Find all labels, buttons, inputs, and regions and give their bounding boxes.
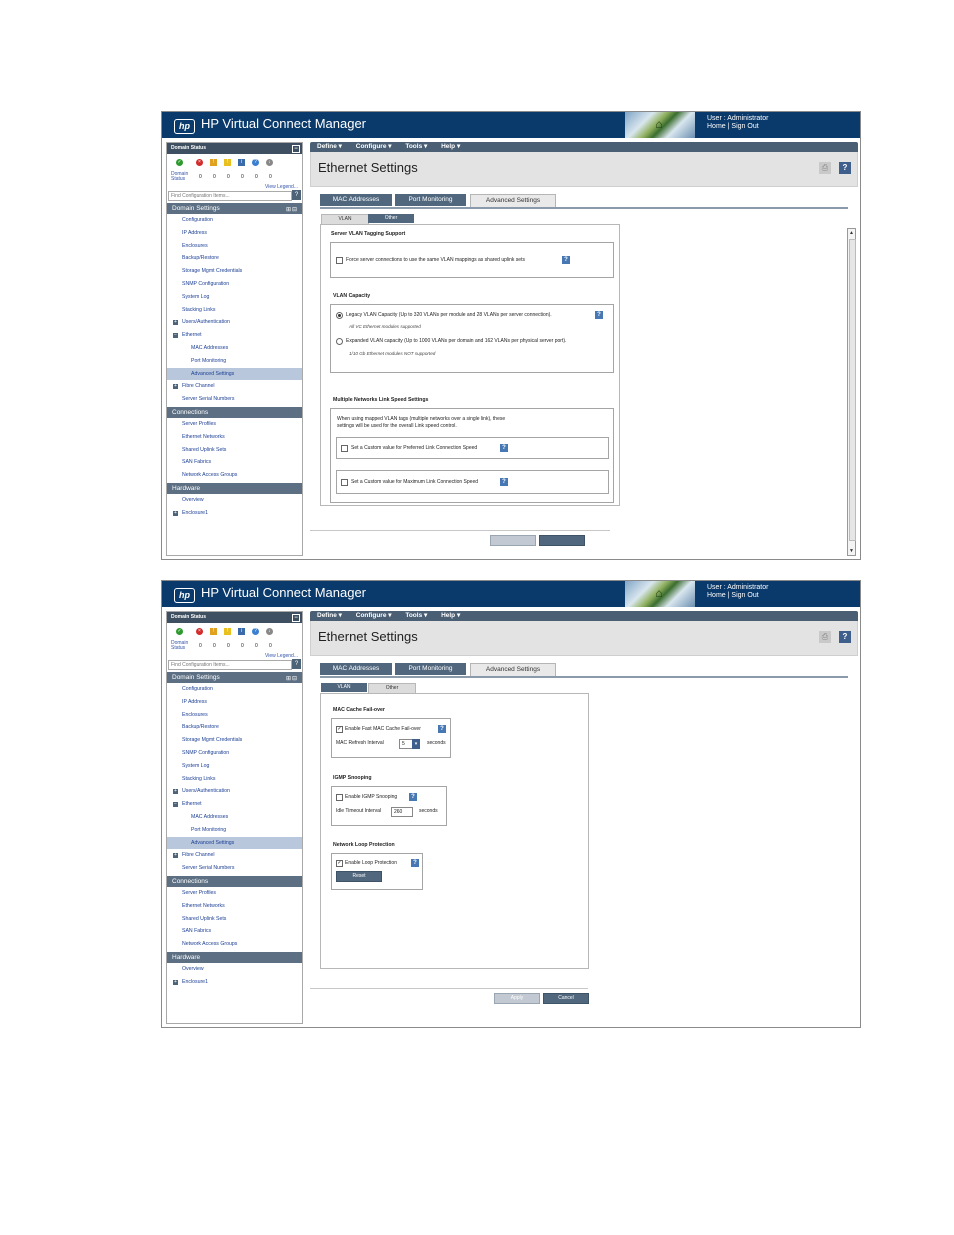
nav-enclosure1-label: Enclosure1 bbox=[182, 509, 208, 516]
idle-timeout-label: Idle Timeout Interval bbox=[336, 808, 382, 814]
mac-cache-title: MAC Cache Fail-over bbox=[333, 707, 385, 713]
menu-bar bbox=[310, 611, 858, 621]
banner-image bbox=[625, 112, 695, 138]
force-vlan-label: Force server connections to use the same VLAN mappings as shared uplink sets bbox=[346, 257, 525, 263]
igmp-title: IGMP Snooping bbox=[333, 775, 372, 781]
banner-image bbox=[625, 581, 695, 607]
sidebar bbox=[166, 611, 303, 1024]
nav-network-access-groups[interactable]: Network Access Groups bbox=[182, 472, 238, 479]
home-link[interactable]: Home bbox=[707, 592, 726, 599]
maximum-speed-checkbox[interactable] bbox=[341, 479, 348, 486]
nav-fibre-channel-label: Fibre Channel bbox=[182, 852, 215, 859]
count-disabled: 0 bbox=[269, 174, 272, 180]
subtab-bar bbox=[320, 214, 620, 224]
legacy-note: All VC Ethernet modules supported bbox=[349, 324, 421, 329]
plus-icon[interactable]: + bbox=[174, 509, 177, 516]
count-warning: 0 bbox=[227, 643, 230, 649]
menu-define[interactable]: Define ▾ bbox=[317, 143, 342, 150]
divider bbox=[310, 530, 610, 531]
nav-storage-mgmt[interactable]: Storage Mgmt Credentials bbox=[182, 737, 243, 744]
nav-ethernet[interactable] bbox=[167, 329, 302, 342]
critical-icon: × bbox=[196, 159, 203, 166]
main-area bbox=[310, 611, 858, 1025]
expand-collapse-icon[interactable]: ⊞⊟ bbox=[285, 207, 298, 213]
nav-users-auth-label: Users/Authentication bbox=[182, 319, 230, 326]
tab-bar bbox=[320, 663, 848, 678]
subtab-other[interactable]: Other bbox=[368, 683, 416, 694]
screenshot-vlan-tab bbox=[161, 111, 861, 560]
fast-mac-label: Enable Fast MAC Cache Fail-over bbox=[345, 726, 421, 732]
divider bbox=[310, 988, 588, 989]
menu-configure[interactable]: Configure ▾ bbox=[355, 612, 392, 619]
loop-protection-title: Network Loop Protection bbox=[333, 842, 395, 848]
nav-port-monitoring[interactable]: Port Monitoring bbox=[191, 826, 227, 833]
vlan-capacity-title: VLAN Capacity bbox=[333, 293, 371, 299]
subtab-bar bbox=[320, 683, 600, 693]
apply-button-partial[interactable] bbox=[490, 535, 536, 546]
plus-icon[interactable]: + bbox=[174, 978, 177, 985]
igmp-checkbox[interactable] bbox=[336, 794, 343, 801]
scroll-thumb[interactable] bbox=[849, 239, 856, 541]
find-config bbox=[168, 659, 301, 671]
warning-icon: ! bbox=[224, 159, 231, 166]
tab-port-monitoring[interactable]: Port Monitoring bbox=[395, 194, 466, 206]
nav-mac-addresses[interactable]: MAC Addresses bbox=[191, 813, 229, 820]
loop-protection-box bbox=[331, 853, 423, 890]
major-icon: ! bbox=[210, 159, 217, 166]
find-config-input[interactable] bbox=[168, 191, 292, 201]
scroll-down-icon[interactable]: ▼ bbox=[849, 548, 854, 554]
count-unknown: 0 bbox=[255, 643, 258, 649]
expanded-capacity-radio[interactable] bbox=[336, 338, 343, 345]
hp-logo: hp bbox=[174, 588, 195, 603]
other-panel bbox=[320, 693, 589, 969]
menu-configure[interactable]: Configure ▾ bbox=[355, 143, 392, 150]
tab-bar bbox=[320, 194, 848, 209]
tab-mac-addresses[interactable]: MAC Addresses bbox=[320, 663, 392, 675]
print-icon[interactable]: ⎙ bbox=[819, 162, 831, 174]
menu-define[interactable]: Define ▾ bbox=[317, 612, 342, 619]
menu-help[interactable]: Help ▾ bbox=[441, 612, 461, 619]
link-speed-desc-1: When using mapped VLAN tags (multiple networks over a single link), these bbox=[337, 416, 506, 422]
vlan-content bbox=[320, 214, 620, 514]
domain-status-header bbox=[167, 143, 302, 154]
nav-snmp[interactable]: SNMP Configuration bbox=[182, 749, 230, 756]
info-icon: i bbox=[238, 159, 245, 166]
tab-advanced-settings[interactable]: Advanced Settings bbox=[470, 663, 556, 676]
link-separator: | bbox=[727, 123, 730, 130]
nav-configuration[interactable]: Configuration bbox=[182, 686, 213, 692]
subtab-other[interactable]: Other bbox=[368, 214, 414, 223]
sign-out-link[interactable]: Sign Out bbox=[731, 592, 759, 599]
sign-out-link[interactable]: Sign Out bbox=[731, 123, 759, 130]
nav-users-auth[interactable] bbox=[167, 785, 302, 798]
nav-mac-addresses[interactable]: MAC Addresses bbox=[191, 344, 229, 351]
nav-shared-uplink-sets[interactable]: Shared Uplink Sets bbox=[182, 446, 227, 453]
screenshot-other-tab bbox=[161, 580, 861, 1028]
expanded-capacity-label: Expanded VLAN capacity (Up to 1000 VLANs per domain and 162 VLANs per physical server port). bbox=[346, 338, 567, 344]
igmp-box bbox=[331, 786, 447, 826]
help-icon[interactable]: ? bbox=[595, 311, 603, 319]
minus-icon[interactable]: − bbox=[174, 332, 177, 339]
nav-fibre-channel[interactable] bbox=[167, 849, 302, 862]
home-icon: ⌂ bbox=[655, 117, 663, 131]
help-icon[interactable]: ? bbox=[500, 478, 508, 486]
nav-shared-uplink-sets[interactable]: Shared Uplink Sets bbox=[182, 915, 227, 922]
count-unknown: 0 bbox=[255, 174, 258, 180]
ok-icon: ✓ bbox=[177, 628, 182, 634]
nav-advanced-settings[interactable]: Advanced Settings bbox=[167, 368, 302, 381]
subtab-vlan[interactable]: VLAN bbox=[321, 683, 367, 692]
disabled-icon: ↓ bbox=[266, 159, 273, 166]
mac-refresh-select[interactable]: 5 bbox=[399, 739, 413, 749]
idle-timeout-input[interactable]: 260 bbox=[391, 807, 413, 817]
nav-overview[interactable]: Overview bbox=[182, 965, 204, 972]
nav-snmp[interactable]: SNMP Configuration bbox=[182, 280, 230, 287]
preferred-speed-box bbox=[336, 437, 609, 459]
count-warning: 0 bbox=[227, 174, 230, 180]
maximum-speed-box bbox=[336, 470, 609, 494]
nav-fibre-channel-label: Fibre Channel bbox=[182, 383, 215, 390]
domain-settings-title: Domain Settings bbox=[172, 205, 220, 212]
domain-settings-header[interactable] bbox=[167, 672, 302, 683]
cancel-button[interactable]: Cancel bbox=[543, 993, 589, 1004]
user-label: User : Administrator bbox=[707, 584, 769, 591]
domain-word: Domain bbox=[171, 640, 189, 646]
user-info bbox=[707, 584, 768, 600]
domain-status-title: Domain Status bbox=[171, 614, 207, 620]
nav-ethernet-label: Ethernet bbox=[182, 332, 202, 339]
nav-system-log[interactable]: System Log bbox=[182, 762, 210, 769]
nav-ethernet-networks[interactable]: Ethernet Networks bbox=[182, 902, 225, 909]
expanded-note: 1/10 Gb Ethernet modules NOT supported bbox=[349, 351, 436, 356]
legacy-capacity-label: Legacy VLAN Capacity (Up to 320 VLANs per module and 28 VLANs per server connection). bbox=[346, 312, 552, 318]
domain-status-header bbox=[167, 612, 302, 623]
app-banner bbox=[162, 581, 860, 607]
hardware-header[interactable]: Hardware bbox=[167, 483, 302, 494]
link-speed-box bbox=[330, 408, 614, 503]
vlan-panel bbox=[320, 224, 620, 506]
force-vlan-checkbox[interactable] bbox=[336, 257, 343, 264]
sidebar bbox=[166, 142, 303, 556]
loop-protection-checkbox[interactable]: ✓ bbox=[337, 860, 342, 866]
collapse-icon[interactable]: − bbox=[292, 614, 300, 622]
loop-protection-label: Enable Loop Protection bbox=[345, 860, 397, 866]
user-info bbox=[707, 115, 768, 131]
nav-backup-restore[interactable]: Backup/Restore bbox=[182, 255, 219, 262]
count-major: 0 bbox=[213, 643, 216, 649]
nav-configuration[interactable]: Configuration bbox=[182, 217, 213, 223]
home-link[interactable]: Home bbox=[707, 123, 726, 130]
domain-status-link[interactable] bbox=[171, 641, 188, 651]
page-header bbox=[310, 621, 858, 656]
cancel-button-partial[interactable] bbox=[539, 535, 585, 546]
print-icon[interactable]: ⎙ bbox=[819, 631, 831, 643]
domain-status-link[interactable] bbox=[171, 172, 188, 182]
major-icon: ! bbox=[210, 628, 217, 635]
nav-server-serial[interactable]: Server Serial Numbers bbox=[182, 396, 235, 403]
vlan-tagging-box bbox=[330, 242, 614, 278]
find-config-input[interactable] bbox=[168, 660, 292, 670]
connections-header[interactable]: Connections bbox=[167, 876, 302, 887]
domain-status-title: Domain Status bbox=[171, 145, 207, 151]
other-content bbox=[320, 683, 600, 991]
nav-server-profiles[interactable]: Server Profiles bbox=[182, 420, 217, 427]
status-summary bbox=[167, 623, 302, 659]
app-banner bbox=[162, 112, 860, 138]
nav-stacking-links[interactable]: Stacking Links bbox=[182, 775, 216, 782]
vlan-capacity-box bbox=[330, 304, 614, 373]
app-title: HP Virtual Connect Manager bbox=[201, 116, 367, 131]
link-speed-title: Multiple Networks Link Speed Settings bbox=[333, 397, 429, 403]
collapse-icon[interactable]: − bbox=[292, 145, 300, 153]
status-word: Status bbox=[171, 645, 186, 651]
preferred-speed-checkbox[interactable] bbox=[341, 445, 348, 452]
nav-ethernet-networks[interactable]: Ethernet Networks bbox=[182, 433, 225, 440]
nav-overview[interactable]: Overview bbox=[182, 496, 204, 503]
menu-tools[interactable]: Tools ▾ bbox=[405, 612, 428, 619]
nav-ethernet[interactable] bbox=[167, 798, 302, 811]
nav-advanced-settings[interactable]: Advanced Settings bbox=[167, 837, 302, 850]
unknown-icon: ? bbox=[252, 628, 259, 635]
plus-icon[interactable]: + bbox=[174, 319, 177, 326]
help-icon[interactable]: ? bbox=[839, 162, 851, 174]
vertical-scrollbar[interactable] bbox=[847, 228, 856, 556]
reset-button[interactable]: Reset bbox=[336, 871, 382, 882]
count-info: 0 bbox=[241, 643, 244, 649]
plus-icon[interactable]: + bbox=[174, 383, 177, 390]
nav-users-auth-label: Users/Authentication bbox=[182, 788, 230, 795]
help-icon[interactable]: ? bbox=[438, 725, 446, 733]
menu-bar bbox=[310, 142, 858, 152]
idle-timeout-unit: seconds bbox=[419, 808, 438, 814]
link-speed-desc-2: settings will be used for the overall Link speed control. bbox=[337, 423, 457, 429]
count-critical: 0 bbox=[199, 174, 202, 180]
tab-advanced-settings[interactable]: Advanced Settings bbox=[470, 194, 556, 207]
help-icon[interactable]: ? bbox=[500, 444, 508, 452]
status-word: Status bbox=[171, 176, 186, 182]
nav-ethernet-label: Ethernet bbox=[182, 801, 202, 808]
minus-icon[interactable]: − bbox=[174, 801, 177, 808]
help-icon[interactable]: ? bbox=[411, 859, 419, 867]
domain-word: Domain bbox=[171, 171, 189, 177]
nav-san-fabrics[interactable]: SAN Fabrics bbox=[182, 928, 212, 935]
menu-tools[interactable]: Tools ▾ bbox=[405, 143, 428, 150]
subtab-vlan[interactable]: VLAN bbox=[321, 214, 369, 225]
nav-network-access-groups[interactable]: Network Access Groups bbox=[182, 941, 238, 948]
nav-enclosures[interactable]: Enclosures bbox=[182, 711, 208, 718]
nav-enclosure1[interactable] bbox=[167, 507, 302, 520]
link-separator: | bbox=[727, 592, 730, 599]
apply-button[interactable]: Apply bbox=[494, 993, 540, 1004]
nav-fibre-channel[interactable] bbox=[167, 380, 302, 393]
nav-backup-restore[interactable]: Backup/Restore bbox=[182, 724, 219, 731]
hp-logo: hp bbox=[174, 119, 195, 134]
view-legend-link[interactable]: View Legend... bbox=[265, 653, 298, 659]
app-title: HP Virtual Connect Manager bbox=[201, 585, 367, 600]
plus-icon[interactable]: + bbox=[174, 852, 177, 859]
scroll-up-icon[interactable]: ▲ bbox=[849, 230, 854, 236]
plus-icon[interactable]: + bbox=[174, 788, 177, 795]
mac-cache-box bbox=[331, 718, 451, 758]
nav-server-profiles[interactable]: Server Profiles bbox=[182, 889, 217, 896]
preferred-speed-label: Set a Custom value for Preferred Link Connection Speed bbox=[351, 445, 478, 451]
mac-refresh-label: MAC Refresh Interval bbox=[336, 740, 384, 746]
expand-collapse-icon[interactable]: ⊞⊟ bbox=[285, 676, 298, 682]
nav-enclosure1-label: Enclosure1 bbox=[182, 978, 208, 985]
nav-ip-address[interactable]: IP Address bbox=[182, 229, 207, 236]
status-summary bbox=[167, 154, 302, 190]
nav-san-fabrics[interactable]: SAN Fabrics bbox=[182, 459, 212, 466]
domain-settings-title: Domain Settings bbox=[172, 674, 220, 681]
count-disabled: 0 bbox=[269, 643, 272, 649]
warning-icon: ! bbox=[224, 628, 231, 635]
ok-icon: ✓ bbox=[177, 159, 182, 165]
find-config bbox=[168, 190, 301, 202]
tab-port-monitoring[interactable]: Port Monitoring bbox=[395, 663, 466, 675]
help-icon[interactable]: ? bbox=[409, 793, 417, 801]
view-legend-link[interactable]: View Legend... bbox=[265, 184, 298, 190]
find-help-icon[interactable]: ? bbox=[292, 659, 301, 669]
tab-mac-addresses[interactable]: MAC Addresses bbox=[320, 194, 392, 206]
count-critical: 0 bbox=[199, 643, 202, 649]
nav-storage-mgmt[interactable]: Storage Mgmt Credentials bbox=[182, 268, 243, 275]
home-icon: ⌂ bbox=[655, 586, 663, 600]
user-label: User : Administrator bbox=[707, 115, 769, 122]
count-major: 0 bbox=[213, 174, 216, 180]
nav-users-auth[interactable] bbox=[167, 316, 302, 329]
page-header bbox=[310, 152, 858, 187]
nav-system-log[interactable]: System Log bbox=[182, 293, 210, 300]
find-help-icon[interactable]: ? bbox=[292, 190, 301, 200]
nav-server-serial[interactable]: Server Serial Numbers bbox=[182, 865, 235, 872]
critical-icon: × bbox=[196, 628, 203, 635]
chevron-down-icon[interactable]: ▾ bbox=[412, 739, 420, 749]
page-title: Ethernet Settings bbox=[318, 629, 418, 644]
domain-settings-header[interactable] bbox=[167, 203, 302, 214]
main-area bbox=[310, 142, 858, 557]
vlan-tagging-title: Server VLAN Tagging Support bbox=[331, 231, 406, 237]
nav-enclosures[interactable]: Enclosures bbox=[182, 242, 208, 249]
legacy-capacity-radio[interactable] bbox=[336, 312, 343, 319]
hardware-header[interactable]: Hardware bbox=[167, 952, 302, 963]
count-info: 0 bbox=[241, 174, 244, 180]
fast-mac-checkbox[interactable]: ✓ bbox=[337, 726, 342, 732]
page-title: Ethernet Settings bbox=[318, 160, 418, 175]
maximum-speed-label: Set a Custom value for Maximum Link Connection Speed bbox=[351, 479, 479, 485]
mac-refresh-unit: seconds bbox=[427, 740, 446, 746]
nav-enclosure1[interactable] bbox=[167, 976, 302, 989]
disabled-icon: ↓ bbox=[266, 628, 273, 635]
igmp-label: Enable IGMP Snooping bbox=[345, 794, 398, 800]
nav-port-monitoring[interactable]: Port Monitoring bbox=[191, 357, 227, 364]
unknown-icon: ? bbox=[252, 159, 259, 166]
nav-ip-address[interactable]: IP Address bbox=[182, 698, 207, 705]
info-icon: i bbox=[238, 628, 245, 635]
help-icon[interactable]: ? bbox=[839, 631, 851, 643]
nav-stacking-links[interactable]: Stacking Links bbox=[182, 306, 216, 313]
help-icon[interactable]: ? bbox=[562, 256, 570, 264]
menu-help[interactable]: Help ▾ bbox=[441, 143, 461, 150]
connections-header[interactable]: Connections bbox=[167, 407, 302, 418]
